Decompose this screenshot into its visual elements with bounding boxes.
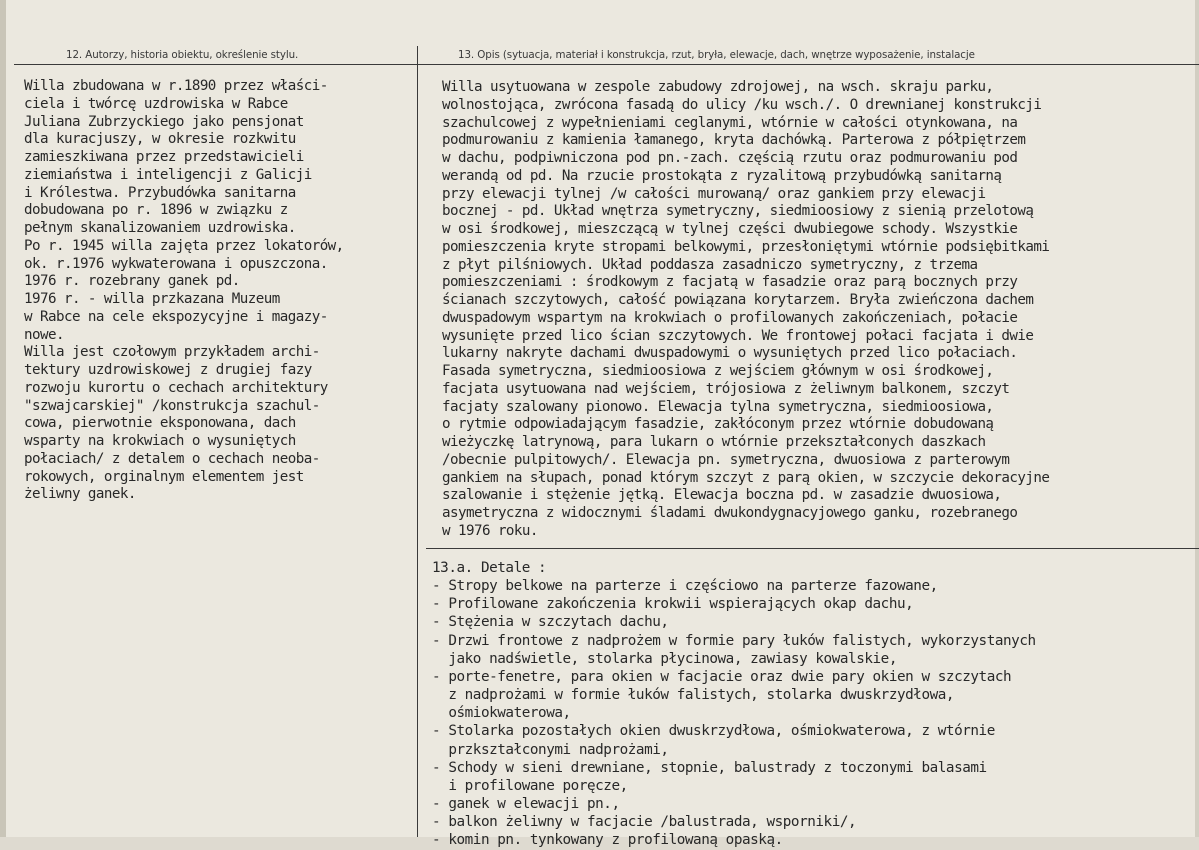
- s12-text-line: Juliana Zubrzyckiego jako pensjonat: [24, 113, 304, 130]
- s13a-text-line: ośmiokwaterowa,: [432, 705, 571, 722]
- s13a-text-line: - Stężenia w szczytach dachu,: [432, 614, 669, 631]
- section-13a-details: [432, 559, 1192, 850]
- s13a-text-line: przkształconymi nadprożami,: [432, 741, 669, 758]
- s12-text-line: dla kuracjuszy, w okresie rozkwitu: [24, 131, 296, 148]
- s13-text-line: z płyt pilśniowych. Układ poddasza zasadniczo symetryczny, z trzema: [442, 256, 978, 273]
- s12-text-line: żeliwny ganek.: [24, 486, 136, 503]
- s12-text-line: 1976 r. rozebrany ganek pd.: [24, 273, 240, 290]
- s13-text-line: asymetryczna z widocznymi śladami dwukondygnacyjowego ganku, rozebranego: [442, 505, 1018, 521]
- s13a-text-line: - Profilowane zakończenia krokwii wspierających okap dachu,: [432, 596, 914, 613]
- s13a-text-line: z nadprożami w formie łuków falistych, stolarka dwuskrzydłowa,: [432, 687, 955, 704]
- s12-text-line: połaciach/ z detalem o cechach neoba-: [24, 450, 320, 467]
- s13a-text-line: 13.a. Detale :: [432, 560, 547, 576]
- s13-text-line: werandą od pd. Na rzucie prostokąta z ryzalitową przybudówką sanitarną: [442, 167, 1002, 184]
- s12-text-line: pełnym skanalizowaniem uzdrowiska.: [24, 220, 296, 236]
- column-divider: [417, 46, 418, 837]
- s13-text-line: /obecnie pulpitowych/. Elewacja pn. symetryczna, dwuosiowa z parterowym: [442, 451, 1010, 468]
- s13-text-line: w osi środkowej, mieszczącą w tylnej części dwubiegowe schody. Wszystkie: [442, 221, 1018, 237]
- s13-text-line: przy elewacji tylnej /w całości murowaną/ oraz gankiem przy elewacji: [442, 185, 986, 202]
- s12-text-line: tektury uzdrowiskowej z drugiej fazy: [24, 362, 312, 378]
- section-12-body: [24, 78, 412, 504]
- s13-text-line: dwuspadowym wspartym na krokwiach o profilowanych zakończeniach, połacie: [442, 309, 1018, 326]
- s13-text-line: Willa usytuowana w zespole zabudowy zdrojowej, na wsch. skraju parku,: [442, 79, 994, 95]
- s13-text-line: szalowanie i stężenie jętką. Elewacja boczna pd. w zasadzie dwuosiowa,: [442, 487, 1002, 504]
- s12-text-line: dobudowana po r. 1896 w związku z: [24, 202, 288, 219]
- s13-text-line: szachulcowej z wypełnieniami ceglanymi, wtórnie w całości otynkowana, na: [442, 114, 1018, 131]
- s13-text-line: ścianach szczytowych, całość powiązana korytarzem. Bryła zwieńczona dachem: [442, 292, 1034, 308]
- s12-text-line: ziemiaństwa i inteligencji z Galicji: [24, 166, 312, 183]
- s13a-text-line: i profilowane poręcze,: [432, 777, 628, 794]
- section-12-heading: 12. Autorzy, historia obiektu, określenie stylu.: [66, 49, 299, 61]
- s13-text-line: pomieszczenia kryte stropami belkowymi, przesłoniętymi wtórnie podsiębitkami: [442, 238, 1050, 255]
- s13a-text-line: - ganek w elewacji pn.,: [432, 796, 620, 813]
- header-divider: [14, 64, 1199, 65]
- s12-text-line: wsparty na krokwiach o wysuniętych: [24, 433, 296, 449]
- s12-text-line: nowe.: [24, 326, 64, 343]
- s12-text-line: i Królestwa. Przybudówka sanitarna: [24, 184, 296, 201]
- s12-text-line: Willa jest czołowym przykładem archi-: [24, 344, 320, 361]
- s13-text-line: facjata usytuowana nad wejściem, trójosiowa z żeliwnym balkonem, szczyt: [442, 380, 1010, 397]
- details-divider: [426, 548, 1199, 549]
- s12-text-line: Po r. 1945 willa zajęta przez lokatorów,: [24, 237, 344, 254]
- s12-text-line: w Rabce na cele ekspozycyjne i magazy-: [24, 308, 328, 325]
- s12-text-line: Willa zbudowana w r.1890 przez właści-: [24, 78, 328, 94]
- s12-text-line: ciela i twórcę uzdrowiska w Rabce: [24, 95, 288, 112]
- s13-text-line: wysunięte przed lico ścian szczytowych. We frontowej połaci facjata i dwie: [442, 327, 1034, 344]
- s13a-text-line: - Stolarka pozostałych okien dwuskrzydłowa, ośmiokwaterowa, z wtórnie: [432, 723, 995, 740]
- s13a-text-line: - komin pn. tynkowany z profilowaną opaską.: [432, 832, 783, 849]
- s12-text-line: rozwoju kurortu o cechach architektury: [24, 379, 328, 396]
- section-13-heading: 13. Opis (sytuacja, materiał i konstrukcja, rzut, bryła, elewacje, dach, wnętrze wyposażenie, instalacje: [458, 49, 975, 61]
- s13a-text-line: - Stropy belkowe na parterze i częściowo na parterze fazowane,: [432, 578, 938, 595]
- section-13-body: [442, 79, 1194, 541]
- s12-text-line: zamieszkiwana przez przedstawicieli: [24, 149, 304, 165]
- s13-text-line: wieżyczkę latrynową, para lukarn o wtórnie przekształconych daszkach: [442, 434, 986, 450]
- s12-text-line: rokowych, orginalnym elementem jest: [24, 468, 304, 485]
- s13-text-line: w 1976 roku.: [442, 522, 538, 539]
- s13-text-line: gankiem na słupach, ponad którym szczyt z parą okien, w szczycie dekoracyjne: [442, 469, 1050, 486]
- s13a-text-line: - Drzwi frontowe z nadprożem w formie pary łuków falistych, wykorzystanych: [432, 632, 1036, 649]
- s13a-text-line: - Schody w sieni drewniane, stopnie, balustrady z toczonymi balasami: [432, 759, 987, 776]
- s13-text-line: Fasada symetryczna, siedmioosiowa z wejściem głównym w osi środkowej,: [442, 363, 994, 379]
- s13-text-line: facjaty szalowany pionowo. Elewacja tylna symetryczna, siedmioosiowa,: [442, 398, 994, 415]
- s13-text-line: podmurowaniu z kamienia łamanego, kryta dachówką. Parterowa z półpiętrzem: [442, 132, 1026, 149]
- s13-text-line: bocznej - pd. Układ wnętrza symetryczny, siedmioosiowy z sienią przelotową: [442, 203, 1034, 220]
- s13-text-line: w dachu, podpiwniczona pod pn.-zach. częścią rzutu oraz podmurowaniu pod: [442, 150, 1018, 166]
- s12-text-line: 1976 r. - willa przkazana Muzeum: [24, 291, 280, 307]
- s13-text-line: pomieszczeniami : środkowym z facjatą w fasadzie oraz parą bocznych przy: [442, 274, 1018, 291]
- s13-text-line: wolnostojąca, zwrócona fasadą do ulicy /ku wsch./. O drewnianej konstrukcji: [442, 96, 1042, 113]
- s13a-text-line: - balkon żeliwny w facjacie /balustrada, wsporniki/,: [432, 814, 857, 831]
- s13-text-line: lukarny nakryte dachami dwuspadowymi o wysuniętych przed lico połaciach.: [442, 345, 1018, 362]
- s12-text-line: ok. r.1976 wykwaterowana i opuszczona.: [24, 255, 328, 272]
- s12-text-line: cowa, pierwotnie eksponowana, dach: [24, 415, 296, 432]
- s13a-text-line: - porte-fenetre, para okien w facjacie oraz dwie pary okien w szczytach: [432, 668, 1012, 685]
- s13a-text-line: jako nadświetle, stolarka płycinowa, zawiasy kowalskie,: [432, 650, 897, 667]
- s12-text-line: "szwajcarskiej" /konstrukcja szachul-: [24, 397, 320, 414]
- s13-text-line: o rytmie odpowiadającym fasadzie, zakłóconym przez wtórnie dobudowaną: [442, 416, 994, 433]
